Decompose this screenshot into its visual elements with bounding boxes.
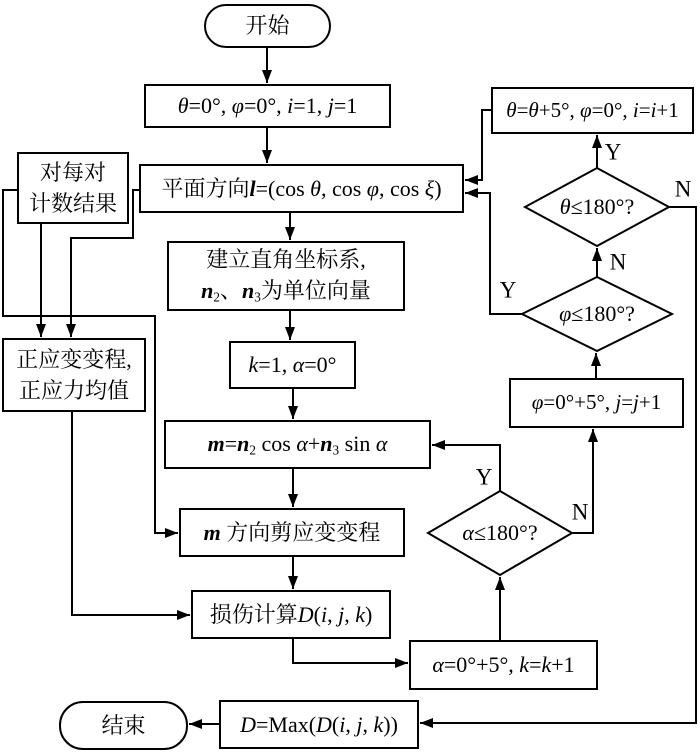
theta-decision-shape (525, 168, 669, 246)
end-terminal-shape (60, 702, 187, 749)
alpha-yes-label: Y (475, 464, 493, 490)
shapes-layer (3, 5, 693, 749)
plane-direction-label: 平面方向l=(cos θ, cos φ, cos ξ) (161, 175, 442, 201)
coordinate-system-label-line1: 建立直角坐标系, (206, 247, 366, 273)
edge-damage-alphainc (293, 638, 408, 663)
damage-calc-label: 损伤计算D(i, j, k) (209, 601, 373, 627)
phi-increment-label: φ=0°+5°, j=j+1 (531, 390, 662, 415)
counting-results-label-line1: 对每对 (39, 159, 106, 185)
normal-strain-box-shape (3, 339, 145, 411)
alpha-increment-label: α=0°+5°, k=k+1 (432, 652, 575, 678)
init-box-shape (145, 85, 390, 127)
edge-phicheck-yes-plane (465, 193, 522, 314)
theta-increment-label: θ=θ+5°, φ=0°, i=i+1 (506, 97, 679, 122)
plane-direction-box-shape (140, 165, 463, 212)
theta-increment-box-shape (492, 88, 693, 133)
coordinate-system-label-line2: n2、n3为单位向量 (201, 278, 371, 306)
phi-decision-label: φ≤180°? (559, 301, 635, 327)
damage-calc-box-shape (192, 591, 390, 638)
coordinate-system-box-shape (168, 242, 404, 310)
phi-increment-box-shape (510, 379, 683, 427)
shear-strain-box-shape (180, 509, 404, 556)
phi-yes-label: Y (499, 277, 517, 303)
edge-thetainc-plane (465, 110, 492, 180)
theta-yes-label: Y (604, 139, 622, 165)
d-max-label: D=Max(D(i, j, k)) (240, 711, 398, 737)
alpha-decision-shape (428, 491, 572, 575)
alpha-no-label: N (571, 499, 589, 525)
edge-alphacheck-yes-mvector (432, 445, 500, 491)
k-init-box-shape (230, 342, 355, 388)
theta-decision-label: θ≤180°? (559, 194, 635, 220)
phi-no-label: N (609, 249, 627, 275)
d-max-box-shape (220, 701, 418, 748)
normal-strain-label-line2: 正应力均值 (18, 378, 129, 403)
counting-results-box-shape (18, 153, 128, 223)
alpha-decision-label: α≤180°? (462, 520, 538, 546)
edge-alphacheck-no-phiinc (572, 429, 593, 533)
phi-decision-shape (522, 277, 672, 351)
m-vector-box-shape (165, 421, 430, 468)
start-label: 开始 (245, 13, 290, 39)
alpha-increment-box-shape (410, 641, 597, 689)
start-terminal-shape (205, 5, 330, 47)
k-init-label: k=1, α=0° (248, 352, 337, 378)
m-vector-label: m=n2 cos α+n3 sin α (207, 431, 388, 458)
counting-results-label-line2: 计数结果 (28, 191, 117, 216)
end-label: 结束 (101, 712, 146, 738)
theta-no-label: N (674, 176, 692, 202)
init-label: θ=0°, φ=0°, i=1, j=1 (177, 93, 358, 119)
shear-strain-label: m 方向剪应变变程 (203, 519, 381, 545)
normal-strain-label-line1: 正应变变程, (16, 346, 132, 372)
